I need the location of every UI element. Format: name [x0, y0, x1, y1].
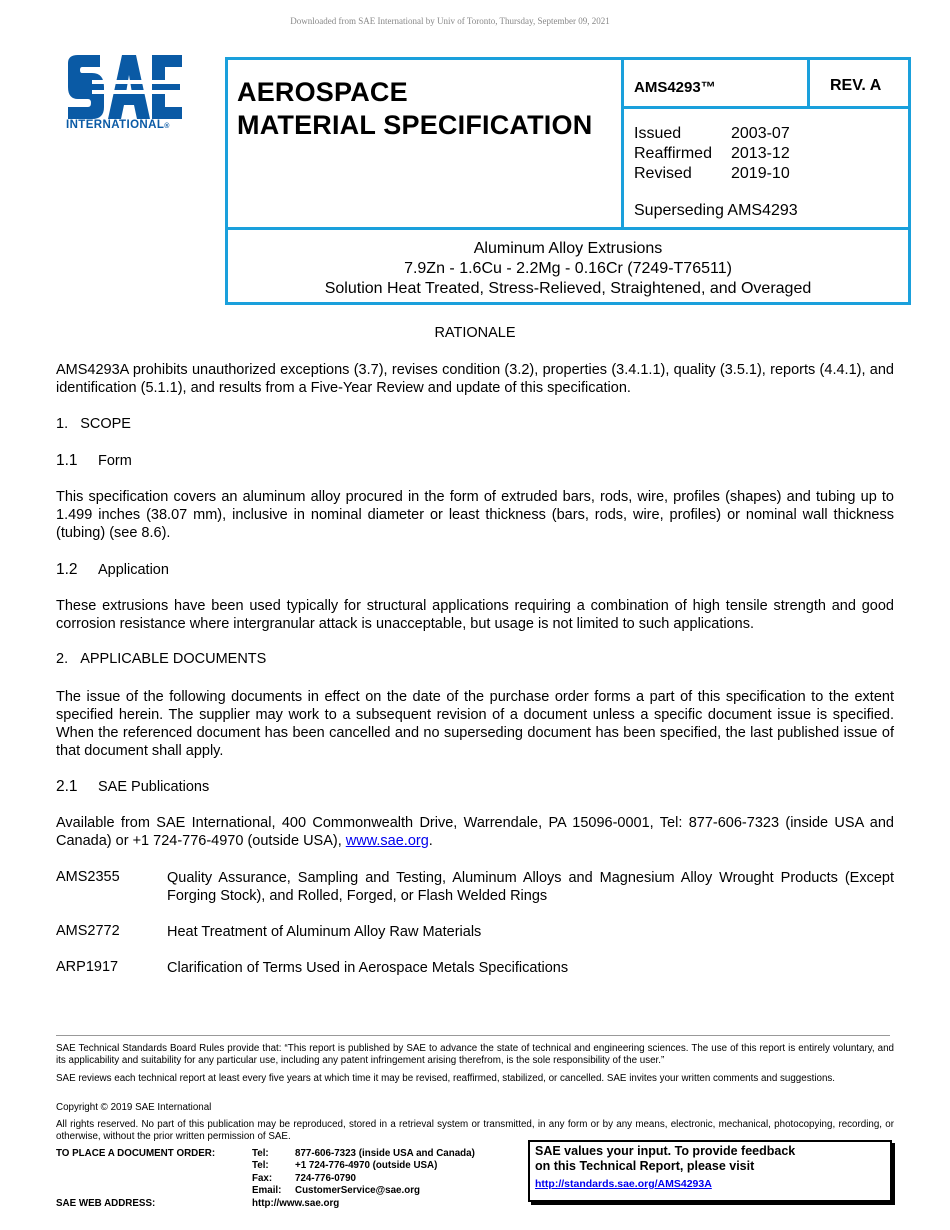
section-1-heading: 1. SCOPE [56, 416, 131, 432]
section-1-1-heading: 1.1 Form [56, 452, 132, 469]
web-label: SAE WEB ADDRESS: [56, 1198, 156, 1209]
sae-logo-mark-icon [66, 55, 182, 119]
section-2-1-heading: 2.1 SAE Publications [56, 778, 210, 795]
reference-title: Clarification of Terms Used in Aerospace Metals Specifications [167, 960, 569, 976]
feedback-link[interactable]: http://standards.sae.org/AMS4293A [535, 1178, 712, 1190]
footer-rules: SAE Technical Standards Board Rules provide that: “This report is published by SAE to advance the state of technical and engineering sciences. The use of this report is entirely voluntary, and its applicability and suitability for any particular use, including any patent infringement arising therefrom, is the sole responsibility of the user.” [56, 1043, 894, 1066]
document-subtitle: Aluminum Alloy Extrusions 7.9Zn - 1.6Cu - 2.2Mg - 0.16Cr (7249-T76511) Solution Heat Treated, Stress-Relieved, Straightened, and Overaged [324, 240, 812, 297]
document-number: AMS4293™ [634, 79, 716, 96]
feedback-text: SAE values your input. To provide feedback on this Technical Report, please visit [535, 1144, 796, 1173]
footer-divider [56, 1035, 890, 1036]
issue-dates: Issued 2003-07 Reaffirmed 2013-12 Revised 2019-10 [634, 125, 790, 182]
section-2-heading: 2. APPLICABLE DOCUMENTS [56, 651, 267, 667]
document-type-title: AEROSPACE MATERIAL SPECIFICATION [237, 77, 593, 140]
superseding-text: Superseding AMS4293 [634, 202, 798, 219]
download-note: Downloaded from SAE International by Univ of Toronto, Thursday, September 09, 2021 [290, 16, 610, 26]
section-1-1-paragraph: This specification covers an aluminum alloy procured in the form of extruded bars, rods, wire, profiles (shapes) and tubing up to 1.499 inches (38.07 mm), inclusive in nominal diameter or least thickness (bars, rods, wire, profiles) or nominal wall thickness (tubing) (see 8.6). [56, 489, 894, 541]
revision-label: REV. A [830, 77, 882, 94]
sae-logo [62, 55, 187, 135]
reference-code: AMS2772 [56, 923, 120, 939]
rationale-heading: RATIONALE [434, 325, 516, 341]
web-address: http://www.sae.org [252, 1198, 340, 1209]
footer-review: SAE reviews each technical report at least every five years at which time it may be revised, reaffirmed, stabilized, or cancelled. SAE invites your written comments and suggestions. [56, 1073, 836, 1084]
footer-copyright: Copyright © 2019 SAE International [56, 1102, 212, 1113]
section-1-2-heading: 1.2 Application [56, 561, 169, 578]
divider [621, 106, 908, 109]
section-2-1-paragraph: Available from SAE International, 400 Commonwealth Drive, Warrendale, PA 15096-0001, Tel: 877-606-7323 (inside USA and Canada) or +1 724-776-4970 (outside USA), www.sae.org. [56, 815, 894, 849]
rationale-paragraph: AMS4293A prohibits unauthorized exceptions (3.7), revises condition (3.2), properties (3.4.1.1), quality (3.5.1), reports (4.4.1), and identification (5.1.1), and results from a Five-Year Review and update of this specification. [56, 362, 894, 396]
reference-code: ARP1917 [56, 959, 119, 975]
sae-website-link[interactable]: www.sae.org [345, 833, 429, 849]
order-contacts: Tel: 877-606-7323 (inside USA and Canada) Tel: +1 724-776-4970 (outside USA) Fax: 724-776-0790 Email: CustomerService@sae.org [252, 1148, 475, 1196]
reference-title: Heat Treatment of Aluminum Alloy Raw Materials [167, 924, 482, 940]
divider [807, 57, 810, 109]
reference-title: Quality Assurance, Sampling and Testing, Aluminum Alloys and Magnesium Alloy Wrought Products (Except Forging Stock), and Rolled, Forged, or Flash Welded Rings [167, 870, 894, 904]
footer-rights: All rights reserved. No part of this publication may be reproduced, stored in a retrieval system or transmitted, in any form or by any means, electronic, mechanical, photocopying, recording, or otherwise, without the prior written permission of SAE. [56, 1119, 894, 1142]
section-2-paragraph: The issue of the following documents in effect on the date of the purchase order forms a part of this specification to the extent specified herein. The supplier may work to a subsequent revision of a document unless a specific document issue is specified. When the referenced document has been cancelled and no superseding document has been specified, the last published issue of that document shall apply. [56, 689, 894, 759]
section-1-2-paragraph: These extrusions have been used typically for structural applications requiring a combination of high tensile strength and good corrosion resistance where intergranular attack is unacceptable, but usage is not limited to such applications. [56, 598, 894, 632]
order-label: TO PLACE A DOCUMENT ORDER: [56, 1148, 216, 1159]
reference-code: AMS2355 [56, 869, 120, 885]
logo-international-text: INTERNATIONAL® [66, 119, 170, 131]
